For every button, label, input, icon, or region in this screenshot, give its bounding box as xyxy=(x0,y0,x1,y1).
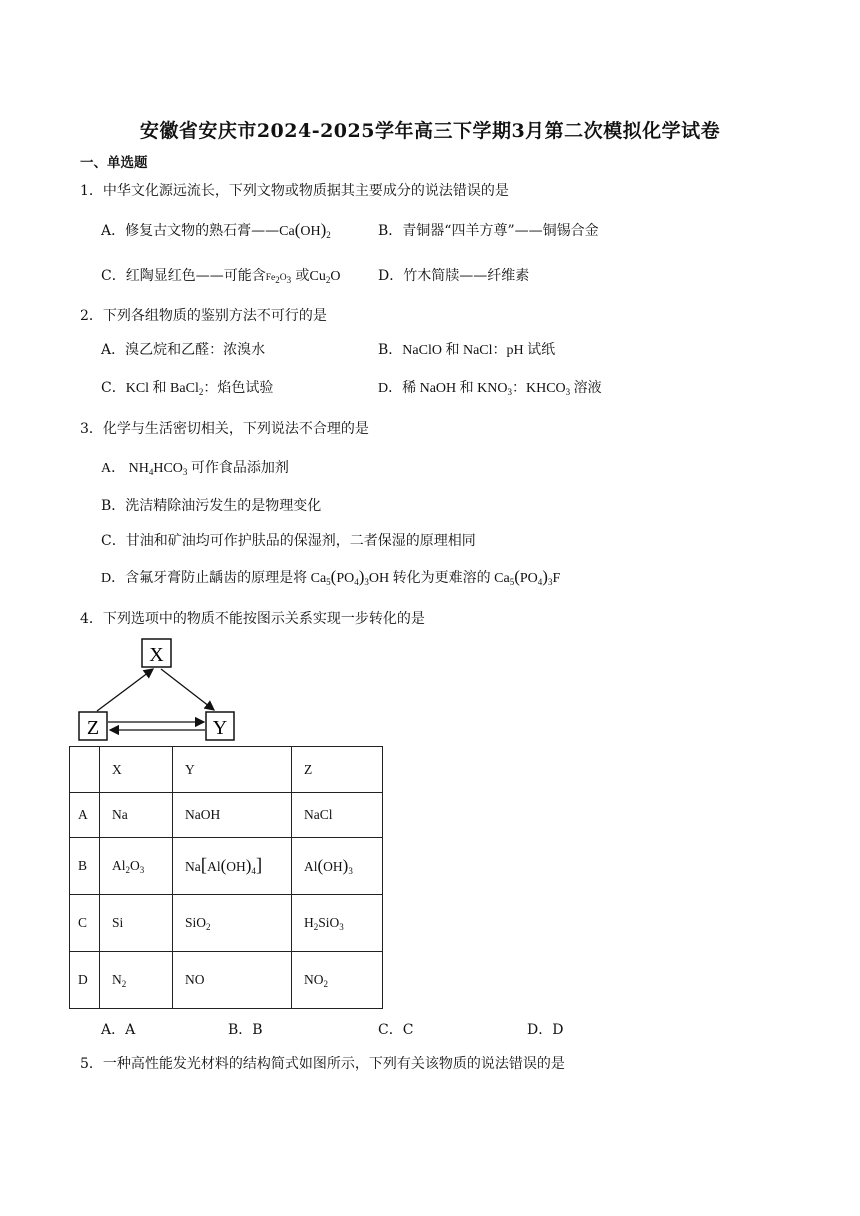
question-3-stem: 3．化学与生活密切相关，下列说法不合理的是 xyxy=(80,421,369,437)
question-1-option-c xyxy=(101,265,341,285)
row-label: A xyxy=(70,793,100,838)
table-row xyxy=(70,895,383,952)
table-cell: $Al_2O_3$ xyxy=(100,838,173,895)
question-3-option-c: C．甘油和矿油均可作护肤品的保湿剂，二者保湿的原理相同 xyxy=(101,533,476,549)
option-body: A． $NH_4HCO_3$ 可作食品添加剂 xyxy=(101,461,289,477)
question-1-option-b: B．青铜器“四羊方尊”——铜锡合金 xyxy=(378,223,599,239)
question-5-stem: 5．一种高性能发光材料的结构简式如图所示，下列有关该物质的说法错误的是 xyxy=(80,1056,565,1072)
table-row xyxy=(70,838,383,895)
table-header-row xyxy=(70,747,383,793)
question-4-choice-d: D．D xyxy=(527,1022,564,1038)
question-2-stem: 2．下列各组物质的鉴别方法不可行的是 xyxy=(80,308,327,324)
options-table xyxy=(69,746,383,1009)
option-or: 或 xyxy=(295,268,310,284)
question-2-option-d xyxy=(378,377,602,397)
formula-caoh2: $Ca(OH)_2$ xyxy=(279,220,331,240)
question-3-option-b: B．洗洁精除油污发生的是物理变化 xyxy=(101,498,322,514)
option-letter: C． xyxy=(101,380,126,396)
question-4-stem: 4．下列选项中的物质不能按图示关系实现一步转化的是 xyxy=(80,611,425,627)
question-2-option-b xyxy=(378,339,555,359)
question-2-option-a: A．溴乙烷和乙醛：浓溴水 xyxy=(101,342,266,358)
table-cell: NO xyxy=(173,952,292,1009)
table-row xyxy=(70,952,383,1009)
option-text: C．红陶显红色——可能含 xyxy=(101,268,266,284)
arrow-x-to-y xyxy=(161,669,214,710)
option-body: D．含氟牙膏防止龋齿的原理是将 $Ca_5(PO_4)_3OH$ 转化为更难溶的 $Ca_5(PO_4)_3F$ xyxy=(101,567,561,587)
page-title: 安徽省安庆市2024-2025学年高三下学期3月第二次模拟化学试卷 xyxy=(139,120,721,142)
node-x-label: X xyxy=(149,644,164,666)
table-cell: $Na[Al(OH)_4]$ xyxy=(173,838,292,895)
question-4-choice-b: B．B xyxy=(228,1022,263,1038)
formula-fe2o3: $Fe_2O_3$ xyxy=(265,273,292,285)
table-cell: $H_2SiO_3$ xyxy=(292,895,383,952)
row-label: D xyxy=(70,952,100,1009)
table-header-y: Y xyxy=(173,747,292,793)
question-1-option-d: D．竹木简牍——纤维素 xyxy=(378,268,530,284)
table-cell: SiO$_2$ xyxy=(173,895,292,952)
question-3-option-d xyxy=(101,567,560,587)
section-heading: 一、单选题 xyxy=(80,155,148,171)
option-body: KCl 和 BaCl$_2$：焰色试验 xyxy=(125,381,274,397)
arrow-z-to-x xyxy=(97,669,153,711)
table-cell: NaOH xyxy=(173,793,292,838)
table-cell: Si xyxy=(100,895,173,952)
question-1-option-a xyxy=(101,220,331,240)
question-4-choice-a: A．A xyxy=(101,1022,136,1038)
node-z-label: Z xyxy=(86,717,100,739)
conversion-diagram xyxy=(75,636,245,744)
table-cell: NaCl xyxy=(292,793,383,838)
table-header-x: X xyxy=(100,747,173,793)
formula-cu2o: $Cu_2O$ xyxy=(309,269,341,285)
table-cell: Na xyxy=(100,793,173,838)
question-3-option-a xyxy=(101,457,289,477)
option-body: NaClO 和 NaCl：pH 试纸 xyxy=(402,343,556,358)
row-label: B xyxy=(70,838,100,895)
question-1-stem: 1．中华文化源远流长，下列文物或物质据其主要成分的说法错误的是 xyxy=(80,183,509,199)
option-letter: B． xyxy=(378,342,403,358)
table-cell xyxy=(70,747,100,793)
table-cell: $Al(OH)_3$ xyxy=(292,838,383,895)
table-header-z: Z xyxy=(292,747,383,793)
table-row xyxy=(70,793,383,838)
question-4-choice-c: C．C xyxy=(378,1022,414,1038)
table-cell: $N_2$ xyxy=(100,952,173,1009)
question-2-option-c xyxy=(101,377,273,397)
option-text: A．修复古文物的熟石膏—— xyxy=(101,223,280,239)
row-label: C xyxy=(70,895,100,952)
node-y-label: Y xyxy=(212,717,228,739)
table-cell: $NO_2$ xyxy=(292,952,383,1009)
option-body: D．稀 NaOH 和 $KNO_3$：$KHCO_3$ 溶液 xyxy=(378,381,602,397)
